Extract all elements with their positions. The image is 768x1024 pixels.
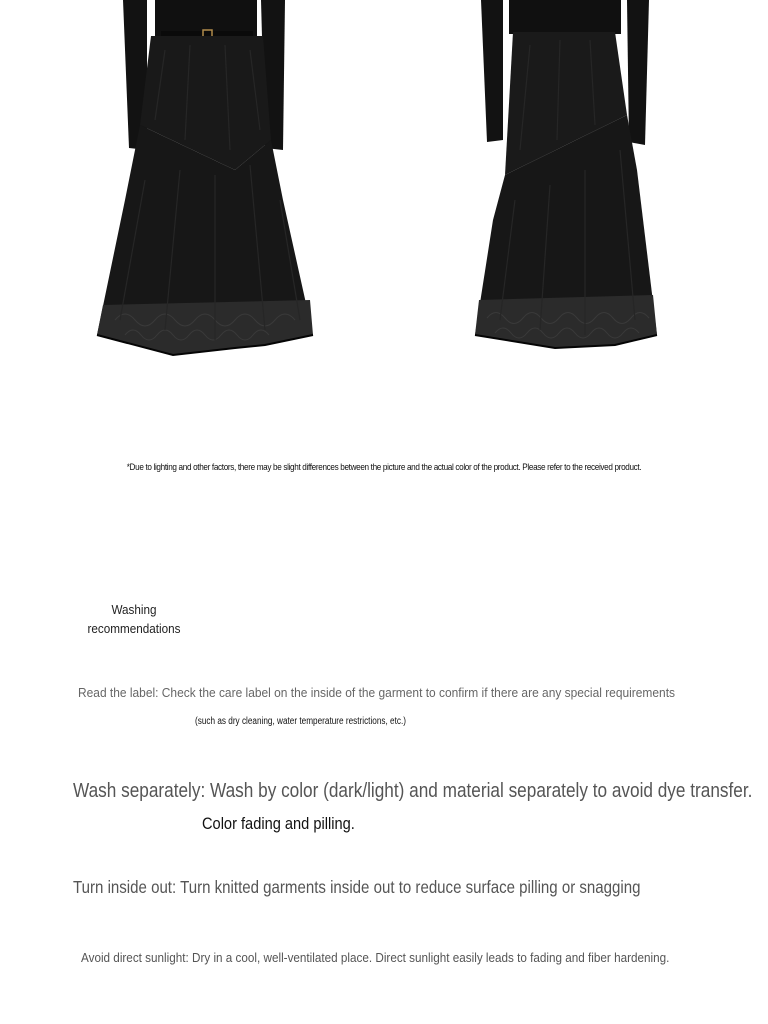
washing-section-title [76, 600, 191, 638]
color-disclaimer: *Due to lighting and other factors, there may be slight differences between the picture and the actual color of the product. Please refer to the received product. [126, 462, 642, 473]
product-photo-back [465, 0, 670, 370]
read-label-tip: Read the label: Check the care label on the inside of the garment to confirm if there are any special requirements [78, 685, 676, 700]
read-label-note: (such as dry cleaning, water temperature restrictions, etc.) [195, 716, 407, 727]
avoid-sunlight-tip: Avoid direct sunlight: Dry in a cool, well-ventilated place. Direct sunlight easily leads to fading and fiber hardening. [81, 950, 670, 965]
turn-inside-out-tip: Turn inside out: Turn knitted garments inside out to reduce surface pilling or snagging [73, 877, 641, 897]
product-photo-front [85, 0, 325, 370]
washing-title-line1: Washing [111, 602, 157, 617]
washing-title-line2: recommendations [87, 621, 181, 636]
wash-separately-tip: Wash separately: Wash by color (dark/light) and material separately to avoid dye transfer. [73, 780, 753, 802]
wash-separately-continued: Color fading and pilling. [202, 814, 355, 833]
